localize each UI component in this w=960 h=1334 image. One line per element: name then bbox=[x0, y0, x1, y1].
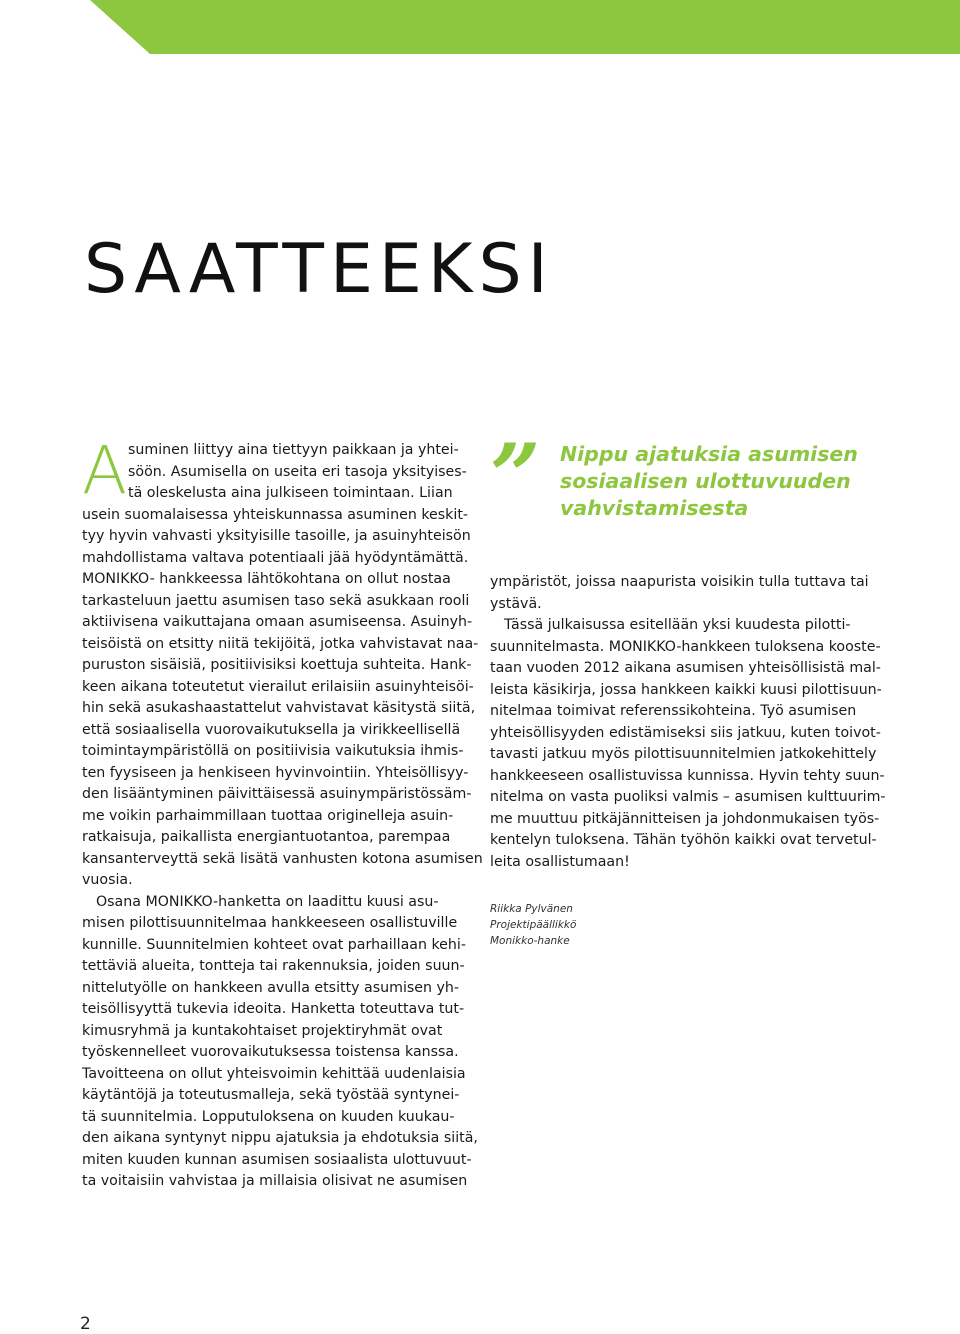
intro-paragraph bbox=[82, 432, 474, 509]
intro-lead-lines bbox=[82, 432, 474, 509]
green-header-band bbox=[0, 0, 960, 54]
text-line: MONIKKO- hankkeessa lähtökohtana on ollut nostaa bbox=[82, 571, 451, 587]
text-line: Osana MONIKKO-hanketta on laadittu kuusi asu- bbox=[96, 893, 439, 910]
text-line: mahdollistama valtava potentiaali jää hyödyntämättä. bbox=[82, 549, 469, 566]
text-line: den lisääntyminen päivittäisessä asuinympäristössäm- bbox=[82, 786, 472, 802]
text-line: vahvistamisesta bbox=[560, 496, 749, 520]
text-line: den aikana syntynyt nippu ajatuksia ja ehdotuksia siitä, bbox=[82, 1130, 478, 1146]
text-line: suunnitelmasta. MONIKKO-hankkeen tuloksena kooste- bbox=[490, 638, 881, 655]
quotation-mark-icon: ” bbox=[490, 424, 541, 528]
text-line: nittelutyölle on hankkeen avulla etsitty asumisen yh- bbox=[82, 979, 460, 996]
body-paragraph-1 bbox=[82, 505, 483, 892]
text-line: kimusryhmä ja kuntakohtaiset projektiryhmät ovat bbox=[82, 1022, 443, 1039]
text-line: tavasti jatkuu myös pilottisuunnitelmien jatkokehittely bbox=[490, 746, 877, 762]
signature-role: Projektipäällikkö bbox=[490, 919, 577, 931]
text-line: söön. Asumisella on useita eri tasoja yksityises- bbox=[128, 463, 467, 480]
text-line: teisöllisyyttä tukevia ideoita. Hanketta toteuttava tut- bbox=[82, 1001, 465, 1017]
text-line: ratkaisuja, paikallista energiantuotantoa, parempaa bbox=[82, 829, 451, 845]
green-header-shape bbox=[0, 0, 960, 54]
text-line: että sosiaalisella vuorovaikutuksella ja virikkeellisellä bbox=[82, 721, 461, 738]
text-line: työskennelleet vuorovaikutuksessa toistensa kanssa. bbox=[82, 1044, 459, 1060]
text-line: puruston sisäisiä, positiivisiksi koettuja suhteita. Hank- bbox=[82, 657, 472, 673]
text-line: tettäviä alueita, tontteja tai rakennuksia, joiden suun- bbox=[82, 958, 465, 974]
text-line: nitelmaa toimivat referenssikohteina. Työ asumisen bbox=[490, 703, 857, 719]
text-line: Tavoitteena on ollut yhteisvoimin kehittää uudenlaisia bbox=[82, 1065, 466, 1082]
text-line: nitelma on vasta puoliksi valmis – asumisen kulttuurim- bbox=[490, 789, 886, 805]
text-line: yhteisöllisyyden edistämiseksi siis jatkuu, kuten toivot- bbox=[490, 724, 881, 741]
text-line: misen pilottisuunnitelmaa hankkeeseen osallistuville bbox=[82, 915, 458, 931]
page-number: 2 bbox=[80, 1314, 91, 1334]
pull-quote bbox=[560, 441, 880, 522]
text-line: toimintaympäristöllä on positiivisia vaikutuksia ihmis- bbox=[82, 743, 464, 759]
signature-org: Monikko-hanke bbox=[490, 935, 570, 947]
right-paragraph-1 bbox=[490, 572, 890, 615]
signature-name: Riikka Pylvänen bbox=[490, 903, 573, 915]
text-line: me muuttuu pitkäjännitteisen ja johdonmukaisen työs- bbox=[490, 810, 880, 827]
text-line: taan vuoden 2012 aikana asumisen yhteisöllisistä mal- bbox=[490, 660, 881, 676]
text-line: käytäntöjä ja toteutusmalleja, sekä työstää syntynei- bbox=[82, 1087, 460, 1103]
body-paragraph-2 bbox=[82, 892, 478, 1193]
text-line: ympäristöt, joissa naapurista voisikin tulla tuttava tai bbox=[490, 574, 869, 590]
signature bbox=[490, 901, 576, 949]
text-line: ta voitaisiin vahvistaa ja millaisia olisivat ne asumisen bbox=[82, 1173, 468, 1189]
text-line: hin sekä asukashaastattelut vahvistavat käsitystä siitä, bbox=[82, 700, 476, 716]
text-line: Tässä julkaisussa esitellään yksi kuudesta pilotti- bbox=[504, 617, 851, 633]
body-column-right bbox=[490, 572, 890, 873]
text-line: tarkasteluun jaettu asumisen taso sekä asukkaan rooli bbox=[82, 592, 470, 609]
text-line: usein suomalaisessa yhteiskunnassa asuminen keskit- bbox=[82, 506, 468, 523]
drop-cap: A bbox=[82, 432, 128, 509]
text-line: aktiivisena vaikuttajana omaan asumiseensa. Asuinyh- bbox=[82, 614, 473, 630]
text-line: ten fyysiseen ja henkiseen hyvinvointiin. Yhteisöllisyy- bbox=[82, 764, 469, 781]
body-column-left bbox=[82, 432, 483, 1193]
text-line: tä suunnitelmia. Lopputuloksena on kuuden kuukau- bbox=[82, 1108, 455, 1125]
text-line: sosiaalisen ulottuvuuden bbox=[560, 469, 851, 493]
text-line: vuosia. bbox=[82, 872, 133, 888]
text-line: leita osallistumaan! bbox=[490, 853, 630, 870]
text-line: ystävä. bbox=[490, 595, 542, 612]
text-line: leista käsikirja, jossa hankkeen kaikki kuusi pilottisuun- bbox=[490, 681, 882, 698]
text-line: tyy hyvin vahvasti yksityisille tasoille, ja asuinyhteisön bbox=[82, 528, 471, 544]
text-line: tä oleskelusta aina julkiseen toimintaan. Liian bbox=[128, 485, 453, 501]
text-line: me voikin parhaimmillaan tuottaa originelleja asuin- bbox=[82, 807, 454, 824]
page-title: SAATTEEKSI bbox=[84, 230, 554, 309]
text-line: suminen liittyy aina tiettyyn paikkaan ja yhtei- bbox=[128, 442, 459, 458]
text-line: kansanterveyttä sekä lisätä vanhusten kotona asumisen bbox=[82, 850, 483, 867]
text-line: kentelyn tuloksena. Tähän työhön kaikki ovat tervetul- bbox=[490, 832, 877, 848]
text-line: teisöistä on etsitty niitä tekijöitä, jotka vahvistavat naa- bbox=[82, 635, 479, 652]
text-line: keen aikana toteutetut vierailut erilaisiin asuinyhteisöi- bbox=[82, 678, 474, 695]
text-line: hankkeeseen osallistuvissa kunnissa. Hyvin tehty suun- bbox=[490, 767, 885, 784]
right-paragraph-2 bbox=[490, 615, 890, 873]
text-line: miten kuuden kunnan asumisen sosiaalista ulottuvuut- bbox=[82, 1151, 472, 1168]
text-line: kunnille. Suunnitelmien kohteet ovat parhaillaan kehi- bbox=[82, 936, 466, 953]
text-line: Nippu ajatuksia asumisen bbox=[560, 442, 858, 466]
